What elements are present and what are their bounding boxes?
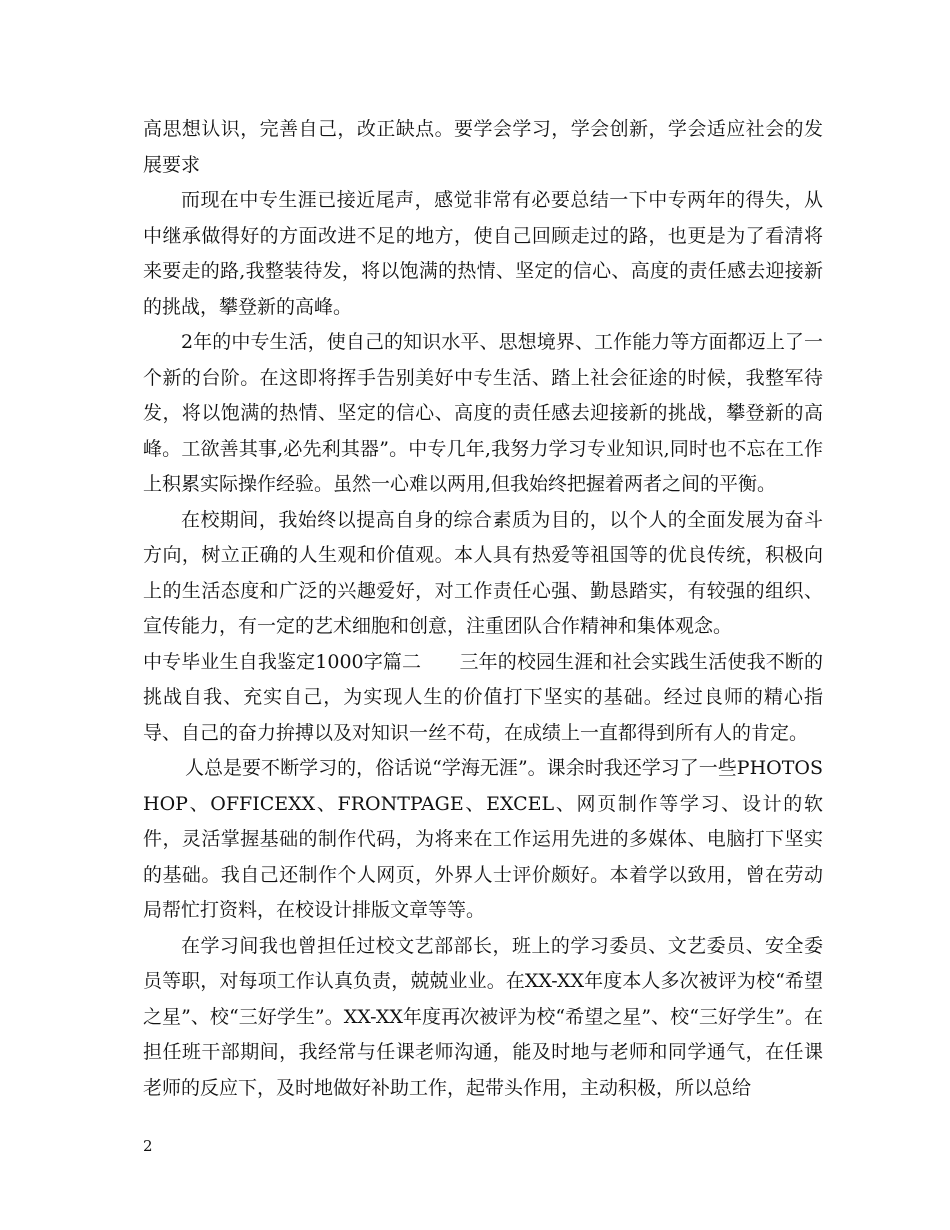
paragraph-continuation: 高思想认识，完善自己，改正缺点。要学会学习，学会创新，学会适应社会的发展要求	[143, 118, 823, 176]
paragraph-section-two: 中专毕业生自我鉴定1000字篇二 三年的校园生涯和社会实践生活使我不断的挑战自我、充实自己，为实现人生的价值打下坚实的基础。经过良师的精心指导、自己的奋力拚搏以及对知识一丝不苟，在成绩上一直都得到所有人的肯定。	[143, 650, 823, 744]
paragraph-two-years: 2年的中专生活，使自己的知识水平、思想境界、工作能力等方面都迈上了一个新的台阶。在这即将挥手告别美好中专生活、踏上社会征途的时候，我整军待发，将以饱满的热情、坚定的信心、高度的责任感去迎接新的挑战，攀登新的高峰。工欲善其事,必先利其器”。中专几年,我努力学习专业知识,同时也不忘在工作上积累实际操作经验。虽然一心难以两用,但我始终把握着两者之间的平衡。	[143, 331, 823, 495]
page-number: 2	[143, 1137, 153, 1155]
paragraph-positions: 在学习间我也曾担任过校文艺部部长，班上的学习委员、文艺委员、安全委员等职，对每项工作认真负责，兢兢业业。在XX-XX年度本人多次被评为校“希望之星”、校“三好学生”。XX-XX年度再次被评为校“希望之星”、校“三好学生”。在担任班干部期间，我经常与任课老师沟通，能及时地与老师和同学通气，在任课老师的反应下，及时地做好补助工作，起带头作用，主动积极，所以总给	[143, 934, 823, 1099]
paragraph-school-period: 在校期间，我始终以提高自身的综合素质为目的，以个人的全面发展为奋斗方向，树立正确的人生观和价值观。本人具有热爱等祖国等的优良传统，积极向上的生活态度和广泛的兴趣爱好，对工作责任心强、勤恳踏实，有较强的组织、宣传能力，有一定的艺术细胞和创意，注重团队合作精神和集体观念。	[143, 508, 823, 637]
paragraph-learning: 人总是要不断学习的，俗话说“学海无涯”。课余时我还学习了一些PHOTOSHOP、OFFICEXX、FRONTPAGE、EXCEL、网页制作等学习、设计的软件，灵活掌握基础的制作代码，为将来在工作运用先进的多媒体、电脑打下坚实的基础。我自己还制作个人网页，外界人士评价颇好。本着学以致用，曾在劳动局帮忙打资料，在校设计排版文章等等。	[143, 757, 823, 921]
document-page	[143, 112, 823, 1106]
paragraph-summary: 而现在中专生涯已接近尾声，感觉非常有必要总结一下中专两年的得失，从中继承做得好的方面改进不足的地方，使自己回顾走过的路，也更是为了看清将来要走的路,我整装待发，将以饱满的热情、坚定的信心、高度的责任感去迎接新的挑战，攀登新的高峰。	[143, 189, 823, 318]
